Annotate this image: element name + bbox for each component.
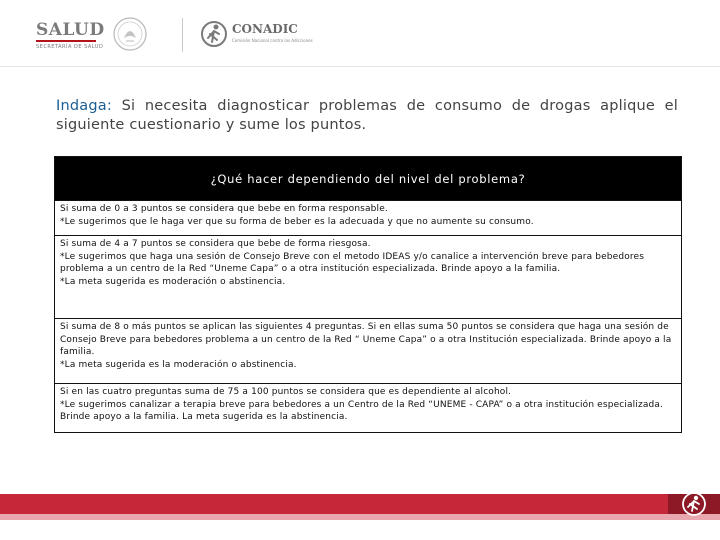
conadic-figure-icon	[680, 490, 708, 518]
row-line: Si en las cuatro preguntas suma de 75 a 100 puntos se considera que es dependiente al alcohol.	[60, 387, 512, 397]
intro-label: Indaga:	[56, 97, 112, 114]
header-rule	[0, 66, 720, 67]
row-line: Si suma de 8 o más puntos se aplican las siguientes 4 preguntas. Si en ellas suma 50 puntos se considera que haga una sesión de Consejo Breve para bebedores problema a un centro de la Red “ Uneme Capa” o a otra Institución especializada. Brinde apoyo a la familia.	[60, 322, 672, 358]
intro-paragraph	[56, 97, 678, 135]
footer-bar-light	[0, 514, 720, 520]
row-line: Si suma de 4 a 7 puntos se considera que bebe de forma riesgosa.	[60, 239, 371, 249]
header-divider	[182, 18, 183, 52]
header	[0, 0, 720, 72]
table-row	[55, 235, 681, 318]
salud-logo-accent	[36, 40, 96, 42]
conadic-logo-name: CONADIC	[232, 22, 298, 36]
conadic-logo	[200, 20, 313, 50]
table-row	[55, 318, 681, 383]
salud-logo-subtitle: SECRETARÍA DE SALUD	[36, 44, 104, 50]
row-line: *Le sugerimos que haga una sesión de Consejo Breve con el metodo IDEAS y/o canalice a intervención breve para bebedores problema a un centro de la Red “Uneme Capa” o a otra institución especializada. Brinde apoyo a la familia.	[60, 251, 645, 275]
row-line: *Le sugerimos canalizar a terapia breve para bebedores a un Centro de la Red “UNEME - CAPA” o a otra institución especializada. Brinde apoyo a la familia. La meta sugerida es la abstinencia.	[60, 399, 664, 423]
salud-logo	[26, 18, 106, 52]
row-line: *La meta sugerida es la moderación o abstinencia.	[60, 359, 297, 370]
row-line: Si suma de 0 a 3 puntos se considera que bebe en forma responsable.	[60, 204, 388, 214]
conadic-mark-icon	[200, 20, 228, 48]
conadic-logo-subtitle: Comisión Nacional contra las Adicciones	[232, 38, 313, 43]
row-line: *Le sugerimos que le haga ver que su forma de beber es la adecuada y que no aumente su consumo.	[60, 216, 534, 227]
intro-text: Si necesita diagnosticar problemas de consumo de drogas aplique el siguiente cuestionario y sume los puntos.	[56, 97, 678, 133]
mexico-seal-icon	[112, 14, 148, 54]
salud-logo-name: SALUD	[36, 20, 105, 40]
table-row	[55, 200, 681, 235]
footer	[0, 494, 720, 540]
table-title: ¿Qué hacer dependiendo del nivel del problema?	[55, 157, 681, 200]
row-line: *La meta sugerida es moderación o abstinencia.	[60, 276, 286, 287]
table-row	[55, 383, 681, 430]
problem-level-table	[54, 156, 682, 433]
footer-bar	[0, 494, 720, 514]
